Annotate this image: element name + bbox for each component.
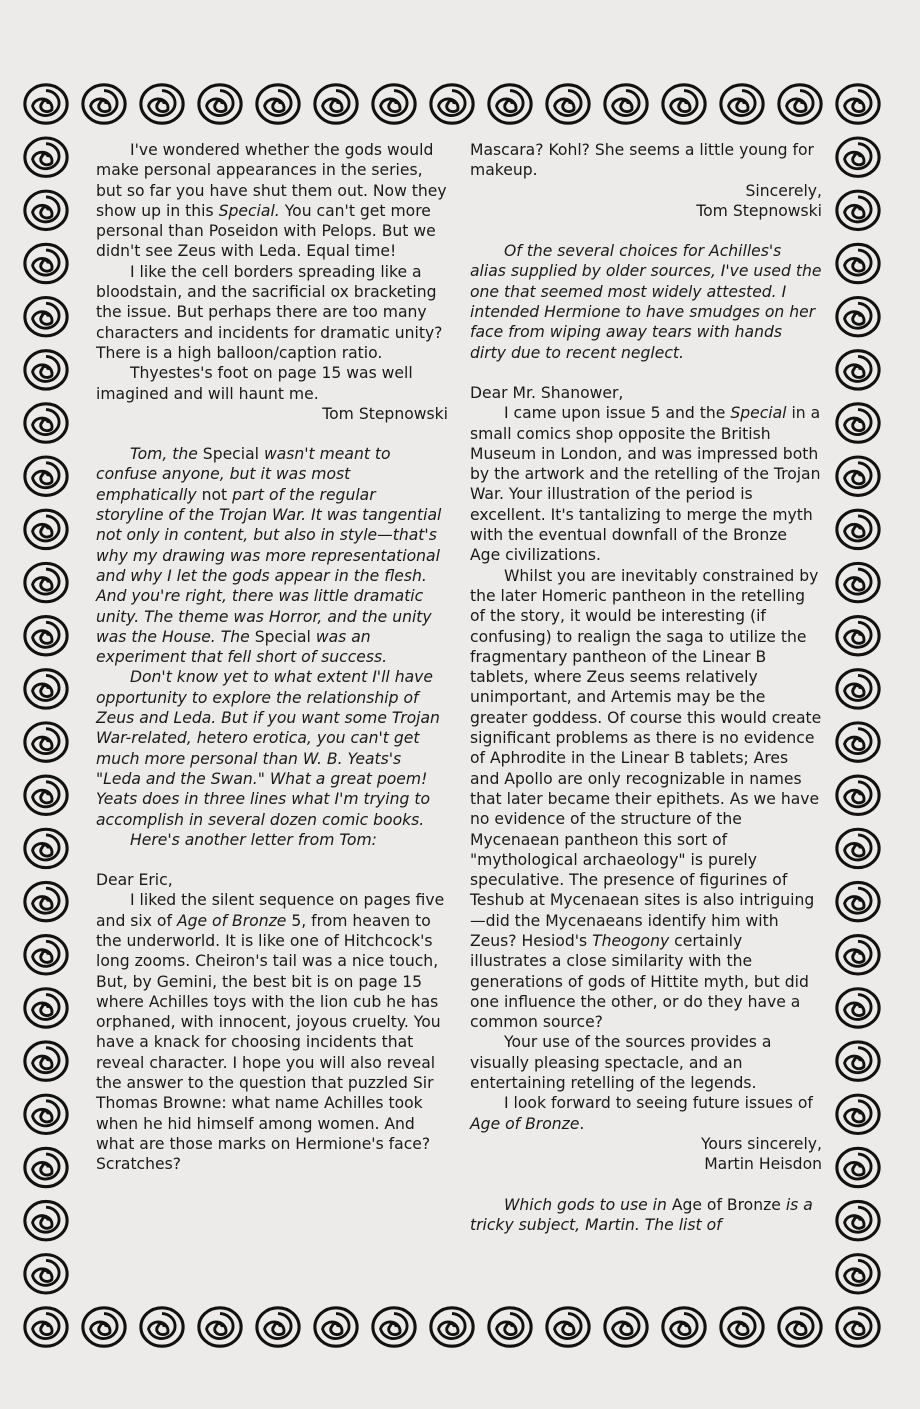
spiral-scroll-icon bbox=[837, 882, 879, 920]
spiral-scroll-icon bbox=[837, 1042, 879, 1080]
spiral-scroll-icon bbox=[199, 85, 241, 123]
spiral-scroll-icon bbox=[25, 1255, 67, 1293]
salutation: Dear Mr. Shanower, bbox=[470, 383, 624, 402]
spiral-scroll-icon bbox=[605, 85, 647, 123]
spiral-scroll-icon bbox=[663, 85, 705, 123]
letter-paragraph: I came upon issue 5 and the Special in a small comics shop opposite the British Museum in London, and was impressed both by the artwork and the retelling of the Trojan War. Your illustration of the period is excellent. It's tantalizing to merge the myth with the eventual downfall of the Bronze Age civilizations. bbox=[470, 404, 821, 565]
spiral-scroll-icon bbox=[779, 1308, 821, 1346]
spiral-scroll-icon bbox=[25, 936, 67, 974]
editor-reply: Don't know yet to what extent I'll have opportunity to explore the relationship of Zeus and Leda. But if you want some Trojan War-related, hetero erotica, you can't get much more personal than W. B. Yeats's "Leda and the Swan." What a great poem! Yeats does in three lines what I'm trying to accomplish in several dozen comic books. bbox=[96, 668, 440, 829]
spiral-scroll-icon bbox=[25, 1308, 67, 1346]
spiral-scroll-icon bbox=[25, 85, 67, 123]
spiral-scroll-icon bbox=[25, 244, 67, 282]
spiral-scroll-icon bbox=[25, 617, 67, 655]
spiral-scroll-icon bbox=[547, 85, 589, 123]
spiral-scroll-icon bbox=[837, 244, 879, 282]
spiral-scroll-icon bbox=[25, 723, 67, 761]
letter-paragraph: Whilst you are inevitably constrained by the later Homeric pantheon in the retelling of the story, it would be interesting (if confusing) to realign the saga to utilize the fragmentary pantheon of the Linear B tablets, where Zeus seems relatively unimportant, and Artemis may be the greater goddess. Of course this would create significant problems as there is no evidence of Aphrodite in the Linear B tablets; Ares and Apollo are only recognizable in names that later became their epithets. As we have no evidence of the structure of the Mycenaean pantheon this sort of "mythological archaeology" is purely speculative. The presence of figurines of Teshub at Mycenaean sites is also intriguing—did the Mycenaeans identify him with Zeus? Hesiod's Theogony certainly illustrates a close similarity with the generations of gods of Hittite myth, but did one influence the other, or do they have a common source? bbox=[470, 566, 822, 1032]
spiral-scroll-icon bbox=[779, 85, 821, 123]
spiral-scroll-icon bbox=[373, 85, 415, 123]
signature-closing: Sincerely, bbox=[745, 181, 822, 200]
spiral-scroll-icon bbox=[837, 297, 879, 335]
spiral-scroll-icon bbox=[25, 1148, 67, 1186]
spiral-scroll-icon bbox=[83, 85, 125, 123]
spiral-scroll-icon bbox=[25, 989, 67, 1027]
spiral-scroll-icon bbox=[25, 351, 67, 389]
signature-closing: Yours sincerely, bbox=[700, 1134, 822, 1153]
spiral-scroll-icon bbox=[837, 563, 879, 601]
letter-paragraph: I've wondered whether the gods would make personal appearances in the series, but so far you have shut them out. Now they show up in this Special. You can't get more personal than Poseidon with Pelops. But we didn't see Zeus with Leda. Equal time! bbox=[96, 141, 447, 261]
signature: Tom Stepnowski bbox=[322, 404, 448, 423]
spiral-scroll-icon bbox=[837, 191, 879, 229]
spiral-scroll-icon bbox=[837, 1148, 879, 1186]
spiral-scroll-icon bbox=[83, 1308, 125, 1346]
spiral-scroll-icon bbox=[721, 1308, 763, 1346]
spiral-scroll-icon bbox=[837, 1201, 879, 1239]
spiral-scroll-icon bbox=[25, 191, 67, 229]
spiral-scroll-icon bbox=[25, 882, 67, 920]
editor-reply: Here's another letter from Tom: bbox=[130, 830, 377, 849]
editor-reply: Of the several choices for Achilles's alias supplied by older sources, I've used the one that seemed most widely attested. I intended Hermione to have smudges on her face from wiping away tears with hands dirty due to recent neglect. bbox=[470, 242, 822, 362]
left-column bbox=[96, 140, 448, 1175]
spiral-scroll-icon bbox=[257, 85, 299, 123]
spiral-scroll-icon bbox=[837, 404, 879, 442]
letter-paragraph: I look forward to seeing future issues of Age of Bronze. bbox=[470, 1094, 813, 1133]
spiral-scroll-icon bbox=[837, 510, 879, 548]
signature: Tom Stepnowski bbox=[696, 201, 822, 220]
spiral-scroll-icon bbox=[837, 829, 879, 867]
spiral-scroll-icon bbox=[605, 1308, 647, 1346]
spiral-scroll-icon bbox=[25, 1042, 67, 1080]
letter-paragraph: I like the cell borders spreading like a bloodstain, and the sacrificial ox bracketing the issue. But perhaps there are too many characters and incidents for dramatic unity? There is a high balloon/caption ratio. bbox=[96, 262, 443, 362]
spiral-scroll-icon bbox=[837, 936, 879, 974]
spiral-scroll-icon bbox=[25, 1095, 67, 1133]
spiral-scroll-icon bbox=[25, 563, 67, 601]
letter-paragraph: Your use of the sources provides a visually pleasing spectacle, and an entertaining retelling of the legends. bbox=[470, 1033, 772, 1093]
editor-reply: Which gods to use in Age of Bronze is a tricky subject, Martin. The list of bbox=[470, 1195, 813, 1234]
spiral-scroll-icon bbox=[257, 1308, 299, 1346]
spiral-scroll-icon bbox=[837, 1255, 879, 1293]
spiral-scroll-icon bbox=[837, 723, 879, 761]
spiral-scroll-icon bbox=[837, 1095, 879, 1133]
spiral-scroll-icon bbox=[431, 85, 473, 123]
spiral-scroll-icon bbox=[837, 670, 879, 708]
salutation: Dear Eric, bbox=[96, 871, 173, 890]
spiral-scroll-icon bbox=[489, 85, 531, 123]
spiral-scroll-icon bbox=[837, 351, 879, 389]
spiral-scroll-icon bbox=[721, 85, 763, 123]
signature: Martin Heisdon bbox=[704, 1155, 822, 1174]
right-column bbox=[470, 140, 822, 1235]
spiral-scroll-icon bbox=[25, 404, 67, 442]
spiral-scroll-icon bbox=[25, 829, 67, 867]
letter-paragraph: Thyestes's foot on page 15 was well imagined and will haunt me. bbox=[96, 364, 413, 403]
spiral-scroll-icon bbox=[199, 1308, 241, 1346]
spiral-scroll-icon bbox=[25, 138, 67, 176]
spiral-scroll-icon bbox=[25, 1201, 67, 1239]
spiral-scroll-icon bbox=[141, 1308, 183, 1346]
spiral-scroll-icon bbox=[489, 1308, 531, 1346]
spiral-scroll-icon bbox=[837, 138, 879, 176]
spiral-scroll-icon bbox=[315, 1308, 357, 1346]
spiral-scroll-icon bbox=[837, 989, 879, 1027]
spiral-scroll-icon bbox=[837, 1308, 879, 1346]
spiral-scroll-icon bbox=[25, 297, 67, 335]
spiral-scroll-icon bbox=[837, 457, 879, 495]
spiral-scroll-icon bbox=[431, 1308, 473, 1346]
spiral-scroll-icon bbox=[547, 1308, 589, 1346]
spiral-scroll-icon bbox=[25, 457, 67, 495]
letter-paragraph: Mascara? Kohl? She seems a little young for makeup. bbox=[470, 141, 814, 180]
spiral-scroll-icon bbox=[25, 510, 67, 548]
letter-paragraph: I liked the silent sequence on pages five and six of Age of Bronze 5, from heaven to the underworld. It is like one of Hitchcock's long zooms. Cheiron's tail was a nice touch, But, by Gemini, the best bit is on page 15 where Achilles toys with the lion cub he has orphaned, with innocent, joyous cruelty. You have a knack for choosing incidents that reveal character. I hope you will also reveal the answer to the question that puzzled Sir Thomas Browne: what name Achilles took when he hid himself among women. And what are those marks on Hermione's face? Scratches? bbox=[96, 891, 445, 1174]
spiral-scroll-icon bbox=[663, 1308, 705, 1346]
spiral-scroll-icon bbox=[837, 617, 879, 655]
spiral-scroll-icon bbox=[25, 670, 67, 708]
editor-reply: Tom, the Special wasn't meant to confuse anyone, but it was most emphatically not part of the regular storyline of the Trojan War. It was tangential not only in content, but also in style—that's why my drawing was more representational and why I let the gods appear in the flesh. And you're right, there was little dramatic unity. The theme was Horror, and the unity was the House. The Special was an experiment that fell short of success. bbox=[96, 445, 442, 667]
spiral-scroll-icon bbox=[837, 85, 879, 123]
spiral-scroll-icon bbox=[25, 776, 67, 814]
spiral-scroll-icon bbox=[373, 1308, 415, 1346]
spiral-scroll-icon bbox=[315, 85, 357, 123]
spiral-scroll-icon bbox=[837, 776, 879, 814]
spiral-scroll-icon bbox=[141, 85, 183, 123]
